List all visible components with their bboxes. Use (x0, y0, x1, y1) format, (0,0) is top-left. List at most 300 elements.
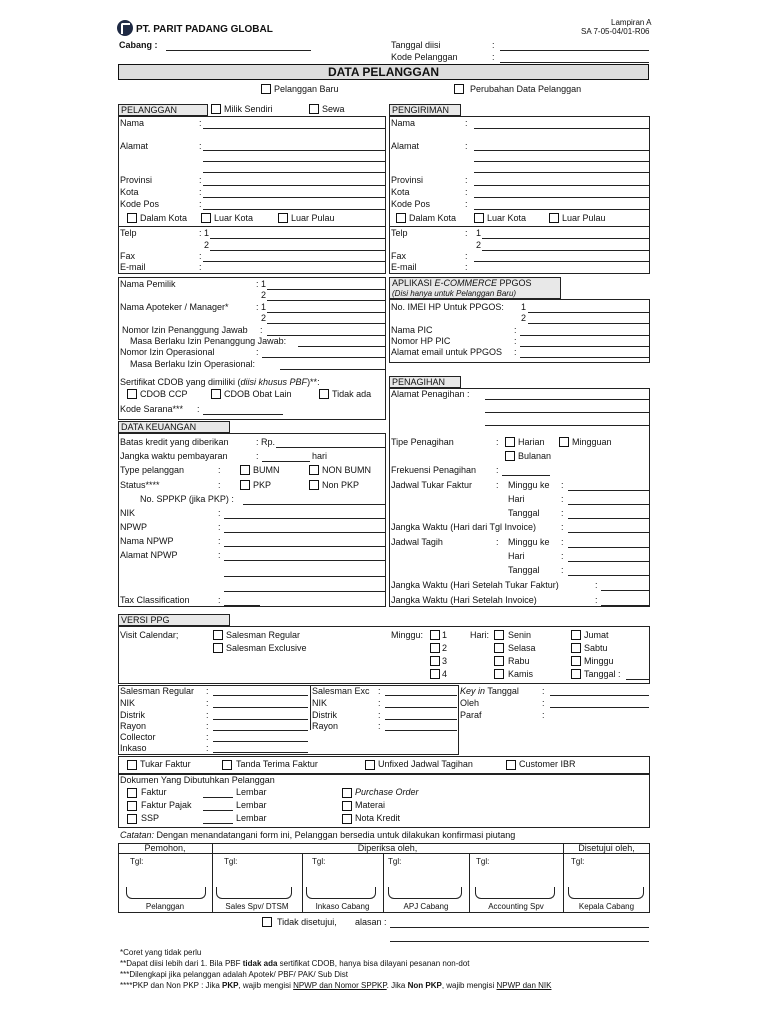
alamat-npwp-field-3[interactable] (224, 591, 385, 592)
fax-field[interactable] (203, 261, 385, 262)
jangka-tgl-label: Jangka Waktu (Hari dari Tgl Invoice) (391, 522, 537, 532)
batas-kredit-field[interactable] (276, 447, 385, 448)
tanggal-field[interactable] (626, 679, 649, 680)
kirim-email-label: E-mail (391, 262, 417, 272)
kirim-dalam-kota-checkbox[interactable] (396, 213, 406, 223)
luar-kota-checkbox[interactable] (201, 213, 211, 223)
hp-pic-field[interactable] (520, 346, 649, 347)
kirim-telp-2-field[interactable] (482, 250, 649, 251)
selasa-checkbox[interactable] (494, 643, 504, 653)
colon: : (465, 262, 468, 272)
tg-tanggal-field[interactable] (568, 575, 649, 576)
catatan-label: Catatan: (120, 830, 155, 840)
npwp-label: NPWP (120, 522, 147, 532)
tanggal-label: Tanggal diisi (391, 40, 441, 50)
kirim-alamat-field-2[interactable] (474, 161, 649, 162)
telp-1-label: 1 (204, 228, 210, 238)
kode-sarana-label: Kode Sarana*** (120, 404, 184, 414)
tgl-label: Tgl: (224, 857, 238, 866)
tax-class-label: Tax Classification (120, 595, 190, 605)
sales-exc-field[interactable] (385, 695, 457, 696)
tgl-label: Tgl: (571, 857, 585, 866)
section-penagihan: PENAGIHAN (389, 376, 461, 388)
tg-minggu-label: Minggu ke (508, 537, 550, 547)
cdob-label-italic: diisi khusus PBF (240, 377, 308, 387)
colon: : (465, 251, 468, 261)
colon: : (199, 251, 202, 261)
batas-kredit-label: Batas kredit yang diberikan (120, 437, 229, 447)
sppkp-label: No. SPPKP (jika PKP) : (140, 494, 234, 504)
signature-accounting[interactable] (475, 887, 555, 899)
email-ppgos-field[interactable] (520, 357, 649, 358)
nama-label: Nama (120, 118, 145, 128)
pemilik-1-field[interactable] (267, 289, 385, 290)
faktur-lembar-field[interactable] (203, 797, 233, 798)
faktur-label: Faktur (141, 787, 167, 797)
bulanan-checkbox[interactable] (505, 451, 515, 461)
faktur-checkbox[interactable] (127, 788, 137, 798)
alamat-penagihan-label: Alamat Penagihan : (391, 389, 470, 399)
apoteker-1-label: 1 (261, 302, 267, 312)
tg-tanggal-label: Tanggal (508, 565, 540, 575)
tf-minggu-field[interactable] (568, 490, 649, 491)
company-name: PT. PARIT PADANG GLOBAL (136, 24, 273, 35)
non-bumn-checkbox[interactable] (309, 465, 319, 475)
cdob-tidak-label: Tidak ada (332, 389, 372, 399)
email-ppgos-label: Alamat email untuk PPGOS (391, 347, 503, 357)
hp-pic-label: Nomor HP PIC (391, 336, 451, 346)
paraf-label: Paraf (460, 710, 482, 720)
kirim-fax-label: Fax (391, 251, 407, 261)
alasan-label: alasan : (355, 917, 387, 927)
imei-2-label: 2 (521, 313, 527, 323)
mingguan-checkbox[interactable] (559, 437, 569, 447)
colon: : (199, 228, 202, 238)
customer-ibr-label: Customer IBR (519, 759, 576, 769)
nama-pemilik-label: Nama Pemilik (120, 279, 176, 289)
imei-1-field[interactable] (528, 312, 649, 313)
pemilik-2-field[interactable] (267, 300, 385, 301)
kirim-provinsi-label: Provinsi (391, 175, 424, 185)
oleh-field[interactable] (550, 707, 649, 708)
setelah-inv-label: Jangka Waktu (Hari Setelah Invoice) (391, 595, 537, 605)
colon: : (199, 118, 202, 128)
colon: : (199, 141, 202, 151)
alamat-penagihan-field-1[interactable] (485, 399, 649, 400)
colon: : (465, 187, 468, 197)
kirim-telp-2-label: 2 (476, 240, 482, 250)
kirim-fax-field[interactable] (474, 261, 649, 262)
jadwal-tagih-label: Jadwal Tagih (391, 537, 443, 547)
type-pelanggan-label: Type pelanggan (120, 465, 185, 475)
ecom-note: (Disi hanya untuk Pelanggan Baru) (392, 289, 517, 298)
kirim-telp-1-field[interactable] (482, 238, 649, 239)
sales-reg-field[interactable] (213, 695, 308, 696)
section-pengiriman: PENGIRIMAN (389, 104, 461, 116)
pajak-lembar-field[interactable] (203, 810, 233, 811)
ecom-head-c: PPGOS (497, 278, 532, 288)
pemilik-1-label: 1 (261, 279, 267, 289)
mingguan-label: Mingguan (572, 437, 612, 447)
izin-pj-label: Nomor Izin Penanggung Jawab (122, 325, 248, 335)
non-pkp-checkbox[interactable] (309, 480, 319, 490)
salesman-exclusive-label: Salesman Exclusive (226, 643, 307, 653)
jumat-checkbox[interactable] (571, 630, 581, 640)
rabu-label: Rabu (508, 656, 530, 666)
alamat-field-1[interactable] (203, 150, 385, 151)
minggu-day-checkbox[interactable] (571, 656, 581, 666)
note-2 (120, 958, 470, 969)
alamat-label: Alamat (120, 141, 149, 151)
exc-nik-field[interactable] (385, 707, 457, 708)
masa-op-label: Masa Berlaku Izin Operasional: (130, 359, 256, 369)
colon: : (465, 175, 468, 185)
kirim-alamat-label: Alamat (391, 141, 420, 151)
lampiran-label: Lampiran A (611, 18, 652, 27)
bumn-checkbox[interactable] (240, 465, 250, 475)
week-4-checkbox[interactable] (430, 669, 440, 679)
salesman-regular-label: Salesman Regular (226, 630, 301, 640)
alamat-field-2[interactable] (203, 161, 385, 162)
senin-checkbox[interactable] (494, 630, 504, 640)
telp-2-field[interactable] (210, 250, 385, 251)
apoteker-2-label: 2 (261, 313, 267, 323)
cdob-tidak-checkbox[interactable] (319, 389, 329, 399)
email-label: E-mail (120, 262, 146, 272)
exc-rayon-field[interactable] (385, 730, 457, 731)
company-logo-icon (117, 20, 133, 36)
tf-hari-label: Hari (508, 494, 525, 504)
tanggal-checkbox[interactable] (571, 669, 581, 679)
alamat-npwp-field-2[interactable] (224, 576, 385, 577)
ssp-lembar-field[interactable] (203, 823, 233, 824)
setelah-tf-label: Jangka Waktu (Hari Setelah Tukar Faktur) (391, 580, 559, 590)
note-4f: Non PKP (407, 981, 442, 990)
perubahan-data-label: Perubahan Data Pelanggan (470, 84, 582, 94)
salesman-regular-checkbox[interactable] (213, 630, 223, 640)
tanggal-label: Tanggal : (584, 669, 621, 679)
doc-number: SA 7-05-04/01-R06 (581, 27, 650, 36)
signature-sales-spv[interactable] (216, 887, 292, 899)
section-pelanggan: PELANGGAN (118, 104, 208, 116)
role-apj: APJ Cabang (403, 902, 449, 911)
kode-pelanggan-field[interactable] (500, 62, 649, 63)
sewa-label: Sewa (322, 104, 345, 114)
cabang-field[interactable] (166, 50, 311, 51)
colon: : (199, 262, 202, 272)
bulanan-label: Bulanan (518, 451, 552, 461)
oleh-label: Oleh (460, 698, 480, 708)
kodepos-field[interactable] (203, 209, 385, 210)
non-bumn-label: NON BUMN (322, 465, 371, 475)
key-in-label (460, 686, 519, 697)
kirim-dalam-kota-label: Dalam Kota (409, 213, 457, 223)
cdob-label (120, 377, 320, 388)
kode-pelanggan-label: Kode Pelanggan (391, 52, 458, 62)
note-2a: **Dapat diisi lebih dari 1. Bila PBF (120, 959, 243, 968)
kode-sarana-field[interactable] (203, 414, 283, 415)
signature-kepala-cabang[interactable] (568, 887, 644, 899)
kirim-kodepos-field[interactable] (474, 209, 649, 210)
tgl-label: Tgl: (476, 857, 490, 866)
cdob-label-a: Sertifikat CDOB yang dimiliki ( (120, 377, 241, 387)
nota-kredit-checkbox[interactable] (342, 814, 352, 824)
kirim-provinsi-field[interactable] (474, 185, 649, 186)
ecom-head-b: E-COMMERCE (434, 278, 498, 288)
unfixed-jadwal-checkbox[interactable] (365, 760, 375, 770)
role-kepala-cabang: Kepala Cabang (578, 902, 635, 911)
kirim-kota-label: Kota (391, 187, 410, 197)
tf-hari-field[interactable] (568, 504, 649, 505)
tidak-disetujui-label: Tidak disetujui, (277, 917, 337, 927)
status-label: Status**** (120, 480, 160, 490)
perubahan-data-checkbox[interactable] (454, 84, 464, 94)
exc-nik-label: NIK (312, 698, 328, 708)
luar-pulau-label: Luar Pulau (291, 213, 335, 223)
pelanggan-baru-checkbox[interactable] (261, 84, 271, 94)
alasan-field-1[interactable] (390, 927, 649, 928)
kirim-luar-pulau-label: Luar Pulau (562, 213, 606, 223)
selasa-label: Selasa (508, 643, 536, 653)
customer-ibr-checkbox[interactable] (506, 760, 516, 770)
alamat-npwp-label: Alamat NPWP (120, 550, 178, 560)
kirim-nama-field[interactable] (474, 128, 649, 129)
form-title: DATA PELANGGAN (118, 64, 649, 80)
alamat-field-3[interactable] (203, 172, 385, 173)
note-4c: , wajib mengisi (238, 981, 294, 990)
note-1: *Coret yang tidak perlu (120, 948, 202, 957)
tg-hari-field[interactable] (568, 561, 649, 562)
kamis-checkbox[interactable] (494, 669, 504, 679)
role-accounting: Accounting Spv (488, 902, 544, 911)
sales-distrik-field[interactable] (213, 719, 308, 720)
cdob-obat-checkbox[interactable] (211, 389, 221, 399)
harian-label: Harian (518, 437, 545, 447)
kirim-kodepos-label: Kode Pos (391, 199, 431, 209)
apoteker-label: Nama Apoteker / Manager* (120, 302, 229, 312)
kota-field[interactable] (203, 197, 385, 198)
faktur-pajak-checkbox[interactable] (127, 801, 137, 811)
imei-label: No. IMEI HP Untuk PPGOS: (391, 302, 504, 312)
nama-npwp-field[interactable] (224, 546, 385, 547)
disetujui-header: Disetujui oleh, (578, 843, 635, 853)
po-label: Purchase Order (355, 787, 419, 797)
minggu-day-label: Minggu (584, 656, 614, 666)
provinsi-field[interactable] (203, 185, 385, 186)
key-in-italic: Key in (460, 686, 486, 696)
jangka-tgl-field[interactable] (568, 532, 649, 533)
tanda-terima-checkbox[interactable] (222, 760, 232, 770)
sales-distrik-label: Distrik (120, 710, 145, 720)
inkaso-field[interactable] (213, 752, 308, 753)
tgl-label: Tgl: (312, 857, 326, 866)
nama-npwp-label: Nama NPWP (120, 536, 174, 546)
exc-rayon-label: Rayon (312, 721, 339, 731)
sales-nik-field[interactable] (213, 707, 308, 708)
cdob-ccp-label: CDOB CCP (140, 389, 188, 399)
kirim-kota-field[interactable] (474, 197, 649, 198)
tanggal-field[interactable] (500, 50, 649, 51)
section-ecommerce (389, 277, 561, 299)
tf-tanggal-field[interactable] (568, 518, 649, 519)
nik-field[interactable] (224, 518, 385, 519)
npwp-field[interactable] (224, 532, 385, 533)
setelah-tf-field[interactable] (601, 590, 649, 591)
week-3-checkbox[interactable] (430, 656, 440, 666)
luar-pulau-checkbox[interactable] (278, 213, 288, 223)
kamis-label: Kamis (508, 669, 534, 679)
colon: : (199, 187, 202, 197)
sabtu-checkbox[interactable] (571, 643, 581, 653)
colon: : (465, 228, 468, 238)
po-checkbox[interactable] (342, 788, 352, 798)
ssp-label: SSP (141, 813, 160, 823)
ssp-checkbox[interactable] (127, 814, 137, 824)
nama-field[interactable] (203, 128, 385, 129)
tf-minggu-label: Minggu ke (508, 480, 550, 490)
rp-label: : Rp. (256, 437, 276, 447)
inkaso-label: Inkaso (120, 743, 147, 753)
jangka-field[interactable] (262, 461, 310, 462)
catatan-text (120, 830, 515, 841)
week-1-checkbox[interactable] (430, 630, 440, 640)
note-4g: , wajib mengisi (441, 981, 497, 990)
note-4d: NPWP dan Nomor SPPKP (293, 981, 387, 990)
faktur-pajak-label: Faktur Pajak (141, 800, 192, 810)
harian-checkbox[interactable] (505, 437, 515, 447)
tgl-label: Tgl: (130, 857, 144, 866)
sales-nik-label: NIK (120, 698, 136, 708)
alasan-field-2[interactable] (390, 941, 649, 942)
milik-sendiri-checkbox[interactable] (211, 104, 221, 114)
tipe-penagihan-label: Tipe Penagihan (391, 437, 454, 447)
colon: : (492, 52, 495, 62)
hari-label: hari (312, 451, 328, 461)
catatan-body: Dengan menandatangani form ini, Pelanggan bersedia untuk dilakukan konfirmasi piutang (154, 830, 516, 840)
colon: : (465, 199, 468, 209)
note-4a: ****PKP dan Non PKP : Jika (120, 981, 222, 990)
colon: : (465, 141, 468, 151)
apoteker-1-field[interactable] (267, 312, 385, 313)
kirim-alamat-field-3[interactable] (474, 172, 649, 173)
kota-label: Kota (120, 187, 139, 197)
pemohon-header: Pemohon, (144, 843, 186, 853)
colon: : (492, 40, 495, 50)
section-keuangan: DATA KEUANGAN (118, 421, 230, 433)
fax-label: Fax (120, 251, 136, 261)
pkp-label: PKP (253, 480, 272, 490)
pkp-checkbox[interactable] (240, 480, 250, 490)
tg-hari-label: Hari (508, 551, 525, 561)
collector-field[interactable] (213, 741, 308, 742)
rabu-checkbox[interactable] (494, 656, 504, 666)
key-in-field[interactable] (550, 695, 649, 696)
masa-op-field[interactable] (280, 369, 385, 370)
cdob-label-end: )**: (307, 377, 320, 387)
divider (118, 226, 386, 227)
sabtu-label: Sabtu (584, 643, 608, 653)
exc-distrik-field[interactable] (385, 719, 457, 720)
key-in-tanggal: Tanggal (485, 686, 519, 696)
izin-op-field[interactable] (262, 357, 385, 358)
materai-checkbox[interactable] (342, 801, 352, 811)
role-sales-spv: Sales Spv/ DTSM (225, 902, 289, 911)
sewa-checkbox[interactable] (309, 104, 319, 114)
pelanggan-baru-label: Pelanggan Baru (274, 84, 339, 94)
note-4h: NPWP dan NIK (496, 981, 552, 990)
sales-rayon-label: Rayon (120, 721, 147, 731)
cdob-ccp-checkbox[interactable] (127, 389, 137, 399)
frekuensi-field[interactable] (502, 475, 550, 476)
pic-field[interactable] (520, 335, 649, 336)
jadwal-tukar-label: Jadwal Tukar Faktur (391, 480, 473, 490)
tgl-label: Tgl: (388, 857, 402, 866)
setelah-inv-field[interactable] (601, 605, 649, 606)
kirim-telp-label: Telp (391, 228, 408, 238)
imei-1-label: 1 (521, 302, 527, 312)
signature-pelanggan[interactable] (126, 887, 206, 899)
tax-class-field[interactable] (224, 605, 260, 606)
role-inkaso: Inkaso Cabang (315, 902, 370, 911)
alamat-penagihan-field-2[interactable] (485, 412, 649, 413)
alamat-npwp-field-1[interactable] (224, 560, 385, 561)
kirim-nama-label: Nama (391, 118, 416, 128)
ssp-lembar-label: Lembar (236, 813, 267, 823)
note-3: ***Dilengkapi jika pelanggan adalah Apotek/ PBF/ PAK/ Sub Dist (120, 970, 348, 979)
signature-apj[interactable] (388, 887, 462, 899)
colon: : (199, 199, 202, 209)
apoteker-2-field[interactable] (267, 323, 385, 324)
kirim-luar-pulau-checkbox[interactable] (549, 213, 559, 223)
sales-exc-label: Salesman Exc (312, 686, 370, 696)
colon: : (465, 118, 468, 128)
signature-inkaso[interactable] (306, 887, 376, 899)
kirim-telp-1-label: 1 (476, 228, 482, 238)
note-4 (120, 980, 551, 991)
note-2c: sertifikat CDOB, hanya bisa dilayani pesanan non-dot (277, 959, 470, 968)
tidak-disetujui-checkbox[interactable] (262, 917, 272, 927)
unfixed-jadwal-label: Unfixed Jadwal Tagihan (378, 759, 473, 769)
note-2b: tidak ada (242, 959, 278, 968)
tg-minggu-field[interactable] (568, 547, 649, 548)
sppkp-field[interactable] (243, 504, 385, 505)
materai-label: Materai (355, 800, 386, 810)
week-2-checkbox[interactable] (430, 643, 440, 653)
section-versi-ppg: VERSI PPG (118, 614, 230, 626)
imei-2-field[interactable] (528, 323, 649, 324)
bumn-label: BUMN (253, 465, 280, 475)
alamat-penagihan-field-3[interactable] (485, 425, 649, 426)
provinsi-label: Provinsi (120, 175, 153, 185)
hari-label: Hari: (470, 630, 490, 640)
senin-label: Senin (508, 630, 532, 640)
role-pelanggan: Pelanggan (145, 902, 185, 911)
kirim-luar-kota-checkbox[interactable] (474, 213, 484, 223)
sales-rayon-field[interactable] (213, 730, 308, 731)
collector-label: Collector (120, 732, 156, 742)
milik-sendiri-label: Milik Sendiri (224, 104, 273, 114)
kirim-alamat-field-1[interactable] (474, 150, 649, 151)
dalam-kota-checkbox[interactable] (127, 213, 137, 223)
tukar-faktur-checkbox[interactable] (127, 760, 137, 770)
colon: : (199, 175, 202, 185)
week-2-label: 2 (442, 643, 448, 653)
tf-tanggal-label: Tanggal (508, 508, 540, 518)
salesman-exclusive-checkbox[interactable] (213, 643, 223, 653)
telp-1-field[interactable] (210, 238, 385, 239)
izin-op-label: Nomor Izin Operasional (120, 347, 215, 357)
masa-pj-field[interactable] (298, 346, 385, 347)
